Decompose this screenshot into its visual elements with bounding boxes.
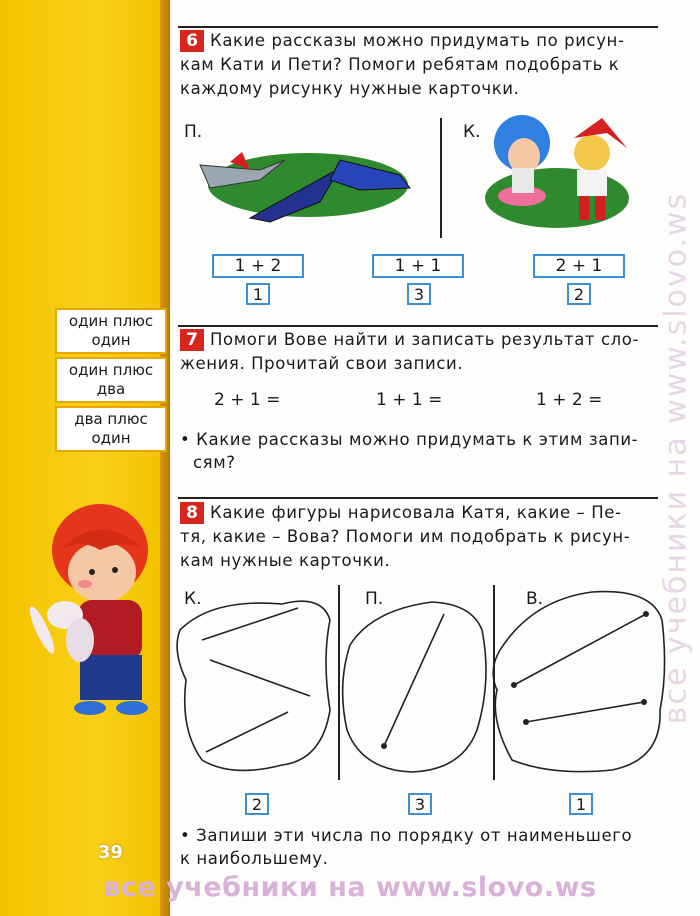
shape-k-segment-3: [206, 712, 288, 752]
task6-separator: [440, 118, 442, 238]
task8-bullet-line1: • Запиши эти числа по порядку от наименьшего: [180, 826, 633, 845]
task6-digit-2: 3: [407, 283, 431, 305]
task8-divider: [178, 497, 658, 499]
sidebar-card-one-plus-one: [55, 308, 167, 354]
task7-expr-2: 1 + 1 =: [376, 390, 443, 410]
card-expr: 2 + 1: [555, 256, 603, 276]
shape-v-point-4: [641, 699, 647, 705]
sidebar-card-label: один плюс два: [68, 361, 154, 398]
shape-p-outline: [343, 602, 486, 772]
task7-number: 7: [180, 329, 204, 351]
task6-line3: каждому рисунку нужные карточки.: [180, 79, 520, 98]
boy-illustration: [20, 490, 170, 725]
sidebar-card-two-plus-one: [55, 406, 167, 452]
yellow-sidebar: [0, 0, 162, 916]
task6-label-k: К.: [463, 122, 481, 142]
children-illustration: [482, 108, 632, 233]
task8-label-k: К.: [184, 589, 202, 609]
task8-label-v: В.: [526, 589, 544, 609]
shapes-illustration: [172, 590, 668, 785]
shape-k-segment-2: [210, 660, 310, 696]
task6-digit-3: 2: [567, 283, 591, 305]
card-expr: 1 + 2: [234, 256, 282, 276]
card-expr: 1 + 1: [394, 256, 442, 276]
sidebar-card-label: один плюс один: [68, 312, 154, 349]
task6-label-p: П.: [184, 122, 203, 142]
task8-digit-3: 1: [569, 793, 593, 815]
task6-card-3: [533, 254, 625, 278]
shape-v-point-2: [643, 611, 649, 617]
task6-card-1: [212, 254, 304, 278]
side-watermark: [652, 0, 700, 916]
sidebar-card-label: два плюс один: [74, 410, 148, 447]
task6-number: 6: [180, 30, 204, 52]
task8-line3: кам нужные карточки.: [180, 551, 391, 570]
task8-label-p: П.: [365, 589, 384, 609]
planes-illustration: [190, 130, 420, 230]
task7-bullet-line2: сям?: [193, 453, 236, 472]
task7-expr-1: 2 + 1 =: [214, 390, 281, 410]
task8-digit-2: 3: [408, 793, 432, 815]
task8-number: 8: [180, 502, 204, 524]
shape-k-segment-1: [202, 608, 298, 640]
task7-expr-3: 1 + 2 =: [536, 390, 603, 410]
shape-k-outline: [177, 601, 330, 770]
task7-line1: Помоги Вове найти и записать результат сло-: [210, 330, 640, 349]
task6-divider: [178, 26, 658, 28]
shape-p-point: [381, 743, 387, 749]
task6-line1: Какие рассказы можно придумать по рисун-: [210, 31, 625, 50]
task6-digit-1: 1: [246, 283, 270, 305]
sidebar-edge: [160, 0, 170, 916]
shape-p-segment: [384, 614, 444, 746]
task8-bullet-line2: к наибольшему.: [180, 849, 329, 868]
task6-card-2: [372, 254, 464, 278]
task7-line2: жения. Прочитай свои записи.: [180, 354, 464, 373]
shape-v-point-3: [523, 719, 529, 725]
task6-line2: кам Кати и Пети? Помоги ребятам подобрать к: [180, 55, 620, 74]
task8-line1: Какие фигуры нарисовала Катя, какие – Пе-: [210, 503, 622, 522]
task7-divider: [178, 325, 658, 327]
shape-v-segment-1: [514, 614, 646, 685]
bottom-watermark: все учебники на www.slovo.ws: [103, 872, 597, 903]
task8-digit-1: 2: [245, 793, 269, 815]
shape-v-point-1: [511, 682, 517, 688]
task8-line2: тя, какие – Вова? Помоги им подобрать к рисун-: [180, 527, 631, 546]
side-watermark-text: все учебники на www.slovo.ws: [658, 191, 694, 725]
task7-bullet-line1: • Какие рассказы можно придумать к этим запи-: [180, 430, 639, 449]
shape-v-segment-2: [526, 702, 644, 722]
page-number: 39: [98, 842, 124, 863]
sidebar-card-one-plus-two: [55, 357, 167, 403]
